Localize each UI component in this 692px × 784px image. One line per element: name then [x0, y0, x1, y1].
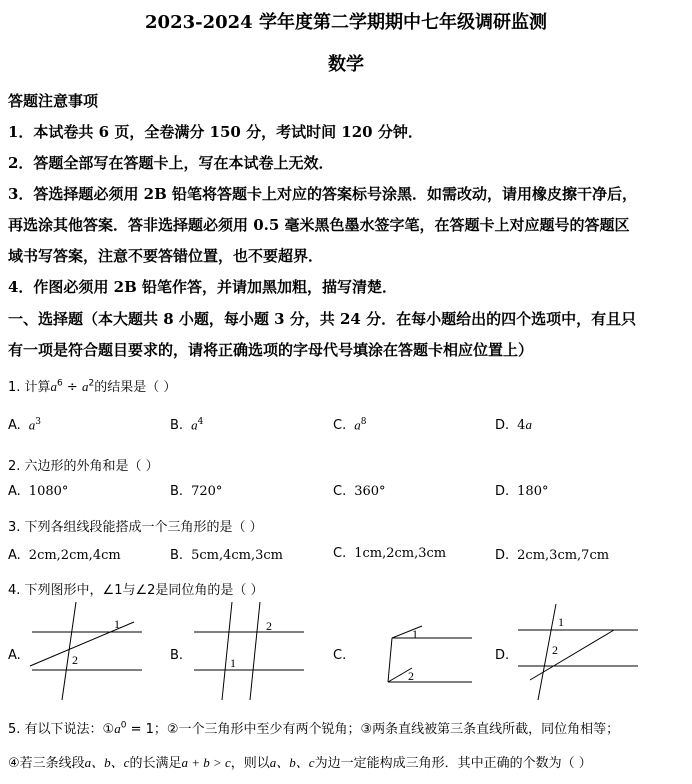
- q2-option-a: A. 1080°: [8, 484, 69, 499]
- notice-item: 域书写答案，注意不要答错位置，也不要超界．: [8, 247, 324, 265]
- section-heading-line2: 有一项是符合题目要求的，请将正确选项的字母代号填涂在答题卡相应位置上）: [8, 341, 534, 359]
- question-5-line1: 5. 有以下说法：$①a^0 = 1$；②一个三角形中至少有两个锐角；③两条直线被第三条直线所截，同位角相等；: [8, 720, 620, 737]
- question-1-stem: 1. 计算$a^6 \div a^2$的结果是（ ）: [8, 378, 177, 395]
- question-4-stem: 4. 下列图形中，∠1与∠2是同位角的是（ ）: [8, 583, 264, 598]
- question-2-stem: 2. 六边形的外角和是（ ）: [8, 459, 159, 474]
- q4-figure-b: [186, 600, 312, 704]
- transversal-line: [250, 602, 260, 700]
- q1-option-a: A. $a^3$: [8, 417, 42, 434]
- q3-option-a: A. 2cm,2cm,4cm: [8, 548, 121, 563]
- transversal-line: [222, 602, 232, 700]
- q2-option-b: B. 720°: [170, 484, 223, 499]
- subject-title: 数学: [328, 54, 364, 75]
- question-3-stem: 3. 下列各组线段能搭成一个三角形的是（ ）: [8, 520, 263, 535]
- notice-item: 3．答选择题必须用 2B 铅笔将答题卡上对应的答案标号涂黑．如需改动，请用橡皮擦干净后，: [8, 185, 638, 203]
- q1-option-c: C. $a^8$: [333, 417, 367, 434]
- angle-2-label: 2: [408, 669, 414, 683]
- q4-figure-label-a: A.: [8, 648, 21, 663]
- q4-figure-c: [350, 600, 476, 704]
- notice-item: 4．作图必须用 2B 铅笔作答，并请加黑加粗，描写清楚．: [8, 278, 397, 296]
- notice-heading: 答题注意事项: [8, 92, 99, 110]
- q3-option-d: D. 2cm,3cm,7cm: [495, 548, 610, 563]
- angle-1-label: 1: [412, 627, 418, 641]
- transversal-line: [62, 602, 76, 700]
- q3-option-b: B. 5cm,4cm,3cm: [170, 548, 283, 563]
- exam-title: 2023-2024 学年度第二学期期中七年级调研监测: [145, 12, 547, 33]
- q4-figure-a: [24, 600, 150, 704]
- angle-1-label: 1: [230, 656, 236, 670]
- section-heading-line1: 一、选择题（本大题共 8 小题，每小题 3 分，共 24 分．在每小题给出的四个选项中，有且只: [8, 310, 637, 328]
- angle-1-label: 1: [558, 615, 564, 629]
- question-5-line2: ④若三条线段a、b、c的长满足a + b > c，则以a、b、c为边一定能构成三角形．其中正确的个数为（ ）: [8, 755, 592, 771]
- q3-option-c: C. 1cm,2cm,3cm: [333, 546, 447, 561]
- notice-item: 2．答题全部写在答题卡上，写在本试卷上无效．: [8, 154, 334, 172]
- transversal-line: [530, 630, 614, 680]
- notice-item: 再选涂其他答案．答非选择题必须用 0.5 毫米黑色墨水签字笔，在答题卡上对应题号的答题区: [8, 216, 630, 234]
- q4-figure-label-d: D.: [495, 648, 510, 663]
- q1-option-b: B. $a^4$: [170, 417, 204, 434]
- q4-figure-label-c: C.: [333, 648, 347, 663]
- q4-figure-d: [512, 600, 638, 704]
- angle-2-label: 2: [266, 619, 272, 633]
- q4-figure-label-b: B.: [170, 648, 184, 663]
- q2-option-d: D. 180°: [495, 484, 549, 499]
- transversal-line: [388, 638, 392, 682]
- notice-item: 1．本试卷共 6 页，全卷满分 150 分，考试时间 120 分钟．: [8, 123, 423, 141]
- angle-1-label: 1: [114, 617, 120, 631]
- q2-option-c: C. 360°: [333, 484, 386, 499]
- q1-option-d: D. 4a: [495, 417, 532, 433]
- angle-2-label: 2: [552, 643, 558, 657]
- angle-2-label: 2: [72, 653, 78, 667]
